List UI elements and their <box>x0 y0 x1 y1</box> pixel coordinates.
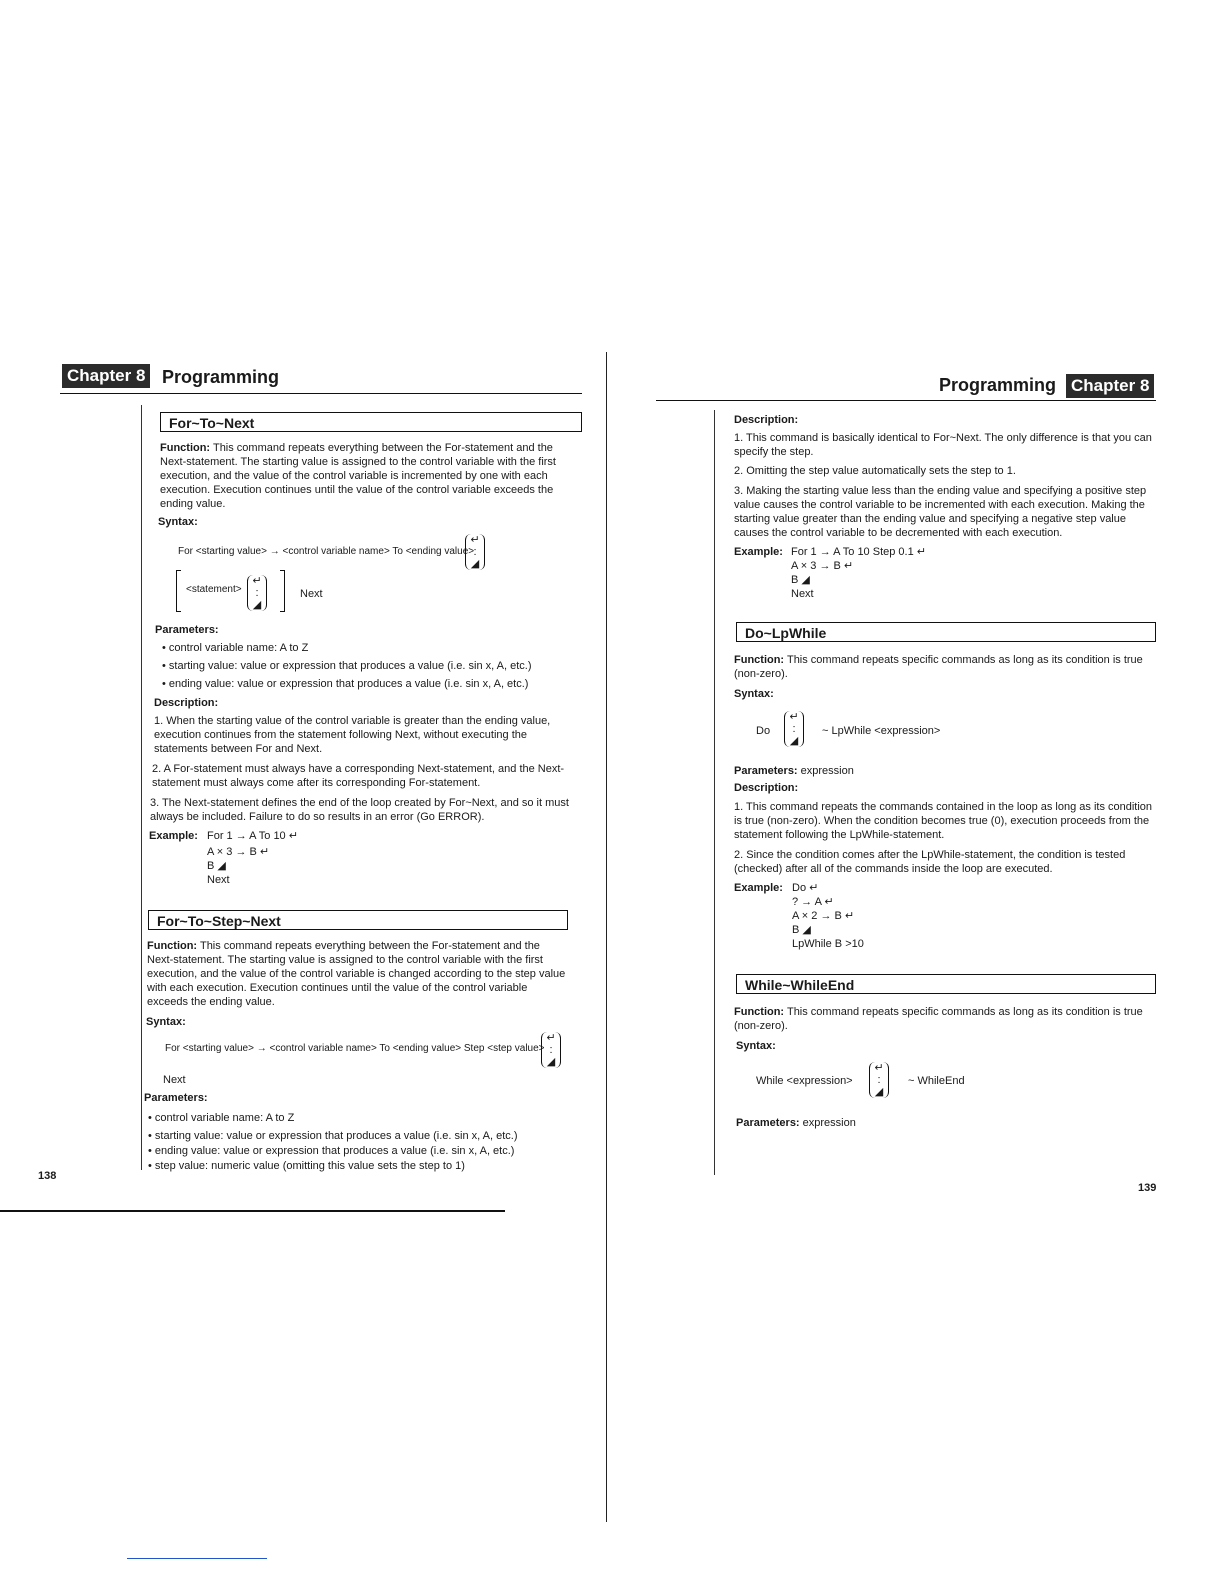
description-item: 2. Since the condition comes after the LpWhile-statement, the condition is tested (checked) after all of the commands inside the loop are executed. <box>734 849 1126 875</box>
parameters-label: Parameters: <box>144 1092 208 1104</box>
syntax-label: Syntax: <box>158 516 198 528</box>
chapter-title: Programming <box>162 367 280 387</box>
example-line: Next <box>791 588 814 600</box>
example-line: B ◢ <box>792 924 811 936</box>
syntax-line: For <starting value> → <control variable name> To <ending value> <box>178 546 475 557</box>
description-item: 3. The Next-statement defines the end of the loop created by For~Next, and so it must always be included. Failure to do so results in an error (Go ERROR). <box>150 797 569 823</box>
example-line: B ◢ <box>207 860 226 872</box>
param-item: • control variable name: A to Z <box>162 642 309 654</box>
page-number: 138 <box>38 1170 57 1182</box>
example-line: Next <box>207 874 230 886</box>
example-line: For 1 → A To 10 Step 0.1 ↵ <box>791 546 926 558</box>
function-paragraph: Function: This command repeats everything between the For-statement and the Next-statement. The starting value is assigned to the control variable with the first execution, and the value of the control variable is incremented by one with each execution. Execution continues until the value of the control variable exceeds the ending value. <box>160 442 556 510</box>
example-line: For 1 → A To 10 ↵ <box>207 830 298 842</box>
description-label: Description: <box>734 414 799 426</box>
example-line: LpWhile B >10 <box>792 938 864 950</box>
statement-brace: ↵ : ◢ <box>784 711 804 747</box>
description-item: 1. This command repeats the commands contained in the loop as long as its condition is true (non-zero). When the condition becomes true (0), execution proceeds from the statement following the LpWhile-statement. <box>734 801 1153 841</box>
bottom-link-line <box>127 1558 267 1559</box>
example-label: Example: <box>149 830 198 842</box>
parameters-line: Parameters: expression <box>736 1117 856 1129</box>
loop-bracket-right <box>280 570 285 612</box>
description-label: Description: <box>154 697 219 709</box>
param-item: • control variable name: A to Z <box>148 1112 295 1124</box>
syntax-statement: <statement> <box>186 584 242 595</box>
example-line: A × 2 → B ↵ <box>792 910 855 922</box>
param-item: • step value: numeric value (omitting this value sets the step to 1) <box>148 1160 465 1172</box>
example-line: A × 3 → B ↵ <box>207 846 270 858</box>
param-item: • starting value: value or expression that produces a value (i.e. sin x, A, etc.) <box>148 1130 518 1142</box>
page-number: 139 <box>1138 1182 1157 1194</box>
terminator-brace: ↵ : ◢ <box>541 1032 561 1068</box>
description-item: 1. This command is basically identical to For~Next. The only difference is that you can specify the step. <box>734 432 1152 458</box>
function-paragraph: Function: This command repeats everything between the For-statement and the Next-statement. The starting value is assigned to the control variable with the first execution, and the value of the control variable is changed according to the step value with each execution. Execution continues until the value of the control variable exceeds the ending value. <box>147 940 566 1008</box>
header-rule <box>60 393 582 394</box>
syntax-do: Do <box>756 725 771 737</box>
right-page <box>612 0 1224 1584</box>
section-do-lpwhile: Do~LpWhile <box>736 622 1156 642</box>
description-item: 2. Omitting the step value automatically sets the step to 1. <box>734 465 1016 477</box>
margin-line <box>714 410 715 1175</box>
header-rule <box>656 400 1156 401</box>
param-item: • ending value: value or expression that produces a value (i.e. sin x, A, etc.) <box>162 678 529 690</box>
syntax-line: For <starting value> → <control variable name> To <ending value> Step <step value> <box>165 1043 545 1054</box>
statement-brace: ↵ : ◢ <box>247 575 267 611</box>
section-for-to-next: For~To~Next <box>160 412 582 432</box>
function-paragraph: Function: This command repeats specific commands as long as its condition is true (non-zero). <box>734 1006 1143 1032</box>
example-label: Example: <box>734 546 783 558</box>
description-label: Description: <box>734 782 799 794</box>
description-item: 2. A For-statement must always have a corresponding Next-statement, and the Next-statement must always come after its corresponding For-statement. <box>152 763 565 789</box>
syntax-tail: ~ LpWhile <expression> <box>822 725 941 737</box>
chapter-badge: Chapter 8 <box>62 364 150 388</box>
section-for-to-step-next: For~To~Step~Next <box>148 910 568 930</box>
example-line: B ◢ <box>791 574 810 586</box>
chapter-badge: Chapter 8 <box>1066 374 1154 398</box>
parameters-label: Parameters: <box>155 624 219 636</box>
statement-brace: ↵ : ◢ <box>869 1062 889 1098</box>
parameters-line: Parameters: expression <box>734 765 854 777</box>
syntax-label: Syntax: <box>736 1040 776 1052</box>
syntax-next: Next <box>163 1074 186 1086</box>
terminator-brace: ↵ : ◢ <box>465 534 485 570</box>
syntax-tail: ~ WhileEnd <box>908 1075 965 1087</box>
syntax-label: Syntax: <box>146 1016 186 1028</box>
syntax-next: Next <box>300 588 323 600</box>
example-label: Example: <box>734 882 783 894</box>
example-line: A × 3 → B ↵ <box>791 560 854 572</box>
footer-rule <box>0 1210 505 1212</box>
param-item: • starting value: value or expression that produces a value (i.e. sin x, A, etc.) <box>162 660 532 672</box>
param-item: • ending value: value or expression that produces a value (i.e. sin x, A, etc.) <box>148 1145 515 1157</box>
syntax-label: Syntax: <box>734 688 774 700</box>
loop-bracket <box>176 570 181 612</box>
description-item: 3. Making the starting value less than the ending value and specifying a positive step value causes the control variable to be incremented with each execution. Making the starting value greater than the ending value and specifying a negative step value causes the control variable to be decremented with each execution. <box>734 485 1147 539</box>
example-line: ? → A ↵ <box>792 896 834 908</box>
description-item: 1. When the starting value of the control variable is greater than the ending value, execution continues from the statement following Next, without executing the statements between For and Next. <box>154 715 551 755</box>
syntax-while: While <expression> <box>756 1075 853 1087</box>
section-while-whileend: While~WhileEnd <box>736 974 1156 994</box>
chapter-title: Programming <box>939 375 1057 395</box>
margin-line <box>141 405 142 1170</box>
function-paragraph: Function: This command repeats specific commands as long as its condition is true (non-zero). <box>734 654 1143 680</box>
example-line: Do ↵ <box>792 882 819 894</box>
